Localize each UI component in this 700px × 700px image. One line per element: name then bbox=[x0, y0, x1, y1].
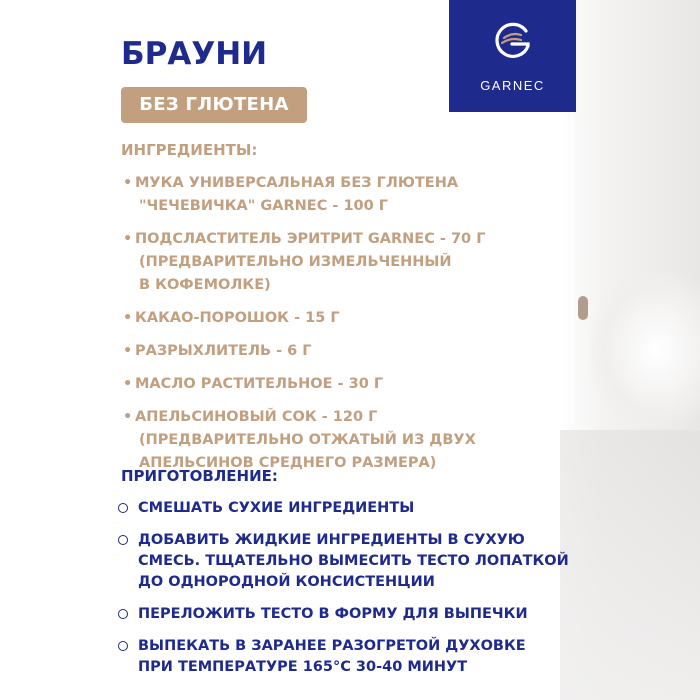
ingredient-text: МУКА УНИВЕРСАЛЬНАЯ БЕЗ ГЛЮТЕНА bbox=[135, 175, 459, 191]
ingredient-text: В КОФЕМОЛКЕ) bbox=[139, 277, 271, 293]
ingredient-item bbox=[121, 373, 581, 396]
step-text: ДОБАВИТЬ ЖИДКИЕ ИНГРЕДИЕНТЫ В СУХУЮ bbox=[138, 532, 525, 548]
bullet-icon: • bbox=[123, 409, 133, 425]
ingredient-text: РАЗРЫХЛИТЕЛЬ - 6 Г bbox=[135, 343, 312, 359]
background-cup bbox=[590, 270, 700, 430]
circle-bullet-icon bbox=[118, 503, 128, 513]
ingredient-text: АПЕЛЬСИНОВ СРЕДНЕГО РАЗМЕРА) bbox=[139, 455, 437, 471]
gluten-free-badge: БЕЗ ГЛЮТЕНА bbox=[121, 87, 307, 123]
ingredient-item bbox=[121, 340, 581, 363]
step-text: ПЕРЕЛОЖИТЬ ТЕСТО В ФОРМУ ДЛЯ ВЫПЕЧКИ bbox=[138, 606, 528, 622]
ingredient-text: КАКАО-ПОРОШОК - 15 Г bbox=[135, 310, 340, 326]
ingredient-text: ПОДСЛАСТИТЕЛЬ ЭРИТРИТ GARNEC - 70 Г bbox=[135, 231, 486, 247]
ingredient-text: (ПРЕДВАРИТЕЛЬНО ОТЖАТЫЙ ИЗ ДВУХ bbox=[139, 432, 476, 448]
ingredients-list bbox=[121, 172, 581, 485]
ingredient-item bbox=[121, 172, 581, 218]
step-text: СМЕШАТЬ СУХИЕ ИНГРЕДИЕНТЫ bbox=[138, 500, 415, 516]
bullet-icon: • bbox=[123, 310, 133, 326]
preparation-heading: ПРИГОТОВЛЕНИЕ: bbox=[121, 467, 278, 485]
ingredient-item bbox=[121, 307, 581, 330]
recipe-title: БРАУНИ bbox=[121, 36, 268, 72]
garnec-logo-icon bbox=[491, 20, 533, 62]
ingredient-text: МАСЛО РАСТИТЕЛЬНОЕ - 30 Г bbox=[135, 376, 384, 392]
ingredient-text: "ЧЕЧЕВИЧКА" GARNEC - 100 Г bbox=[139, 198, 389, 214]
ingredient-item bbox=[121, 228, 581, 297]
preparation-steps bbox=[116, 498, 576, 689]
circle-bullet-icon bbox=[118, 535, 128, 545]
preparation-step bbox=[116, 636, 576, 678]
brand-name: GARNEC bbox=[480, 78, 545, 93]
bullet-icon: • bbox=[123, 376, 133, 392]
step-text: ДО ОДНОРОДНОЙ КОНСИСТЕНЦИИ bbox=[138, 574, 435, 590]
brand-logo bbox=[449, 0, 576, 112]
preparation-step bbox=[116, 498, 576, 519]
bullet-icon: • bbox=[123, 343, 133, 359]
background-shade bbox=[560, 430, 700, 700]
ingredient-text: (ПРЕДВАРИТЕЛЬНО ИЗМЕЛЬЧЕННЫЙ bbox=[139, 254, 452, 270]
circle-bullet-icon bbox=[118, 641, 128, 651]
preparation-step bbox=[116, 530, 576, 593]
ingredient-item bbox=[121, 406, 581, 475]
circle-bullet-icon bbox=[118, 609, 128, 619]
step-text: ПРИ ТЕМПЕРАТУРЕ 165°С 30-40 МИНУТ bbox=[138, 659, 468, 675]
ingredient-text: АПЕЛЬСИНОВЫЙ СОК - 120 Г bbox=[135, 409, 378, 425]
preparation-step bbox=[116, 604, 576, 625]
bullet-icon: • bbox=[123, 231, 133, 247]
bullet-icon: • bbox=[123, 175, 133, 191]
step-text: ВЫПЕКАТЬ В ЗАРАНЕЕ РАЗОГРЕТОЙ ДУХОВКЕ bbox=[138, 638, 526, 654]
step-text: СМЕСЬ. ТЩАТЕЛЬНО ВЫМЕСИТЬ ТЕСТО ЛОПАТКОЙ bbox=[138, 553, 569, 569]
ingredients-heading: ИНГРЕДИЕНТЫ: bbox=[121, 141, 258, 159]
